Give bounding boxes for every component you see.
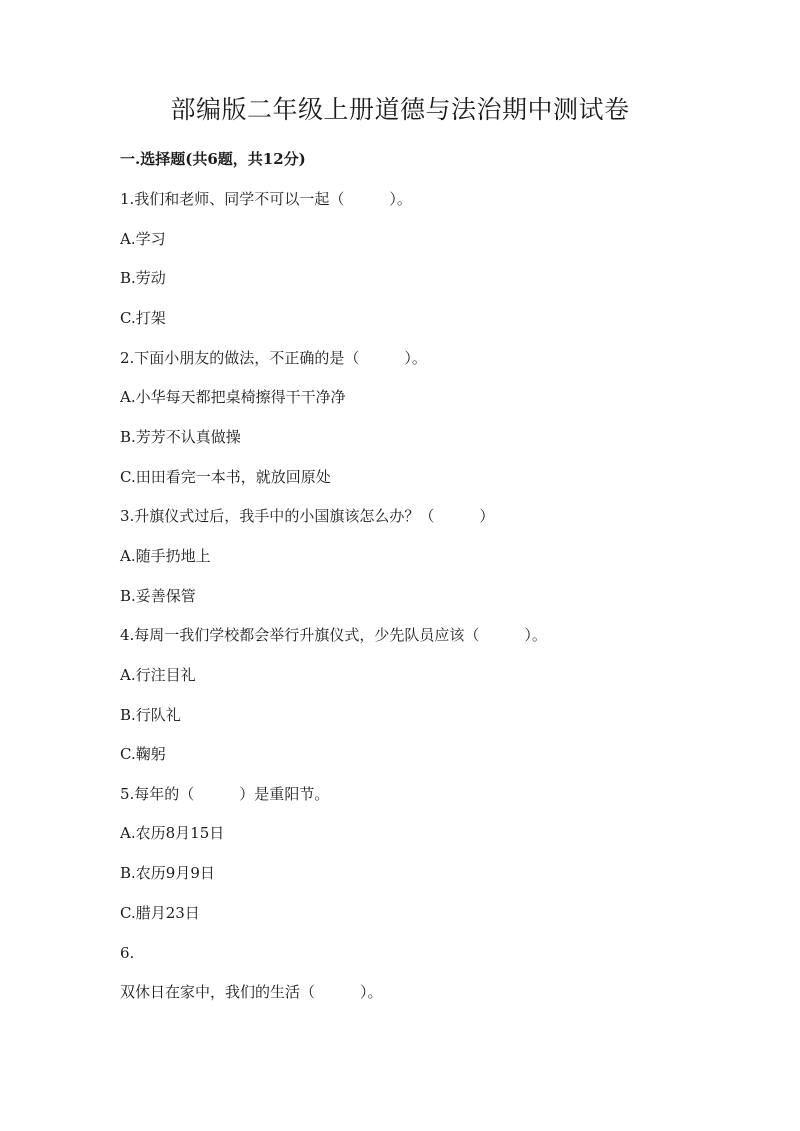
page-title: 部编版二年级上册道德与法治期中测试卷: [170, 95, 630, 124]
q2-option-a: A.小华每天都把桌椅擦得干干净净: [120, 388, 346, 406]
q3-option-b: B.妥善保管: [120, 587, 196, 605]
q5-option-c: C.腊月23日: [120, 904, 200, 922]
q2-option-b: B.芳芳不认真做操: [120, 428, 241, 446]
question-6: 双休日在家中，我们的生活（ ）。: [120, 983, 383, 1001]
q5-option-b: B.农历9月9日: [120, 864, 215, 882]
question-2: 2.下面小朋友的做法，不正确的是（ ）。: [120, 349, 427, 367]
q4-option-c: C.鞠躬: [120, 745, 166, 763]
question-6-number: 6.: [120, 944, 135, 962]
section-heading: 一.选择题(共6题，共12分): [120, 150, 306, 168]
q5-option-a: A.农历8月15日: [120, 824, 225, 842]
question-1: 1.我们和老师、同学不可以一起（ ）。: [120, 190, 412, 208]
q2-option-c: C.田田看完一本书，就放回原处: [120, 468, 331, 486]
q1-option-c: C.打架: [120, 309, 166, 327]
question-3: 3.升旗仪式过后，我手中的小国旗该怎么办？（ ）: [120, 507, 495, 525]
question-4: 4.每周一我们学校都会举行升旗仪式，少先队员应该（ ）。: [120, 626, 547, 644]
question-5: 5.每年的（ ）是重阳节。: [120, 785, 330, 803]
q3-option-a: A.随手扔地上: [120, 547, 211, 565]
q4-option-a: A.行注目礼: [120, 666, 196, 684]
q4-option-b: B.行队礼: [120, 706, 181, 724]
q1-option-a: A.学习: [120, 230, 166, 248]
q1-option-b: B.劳动: [120, 269, 166, 287]
